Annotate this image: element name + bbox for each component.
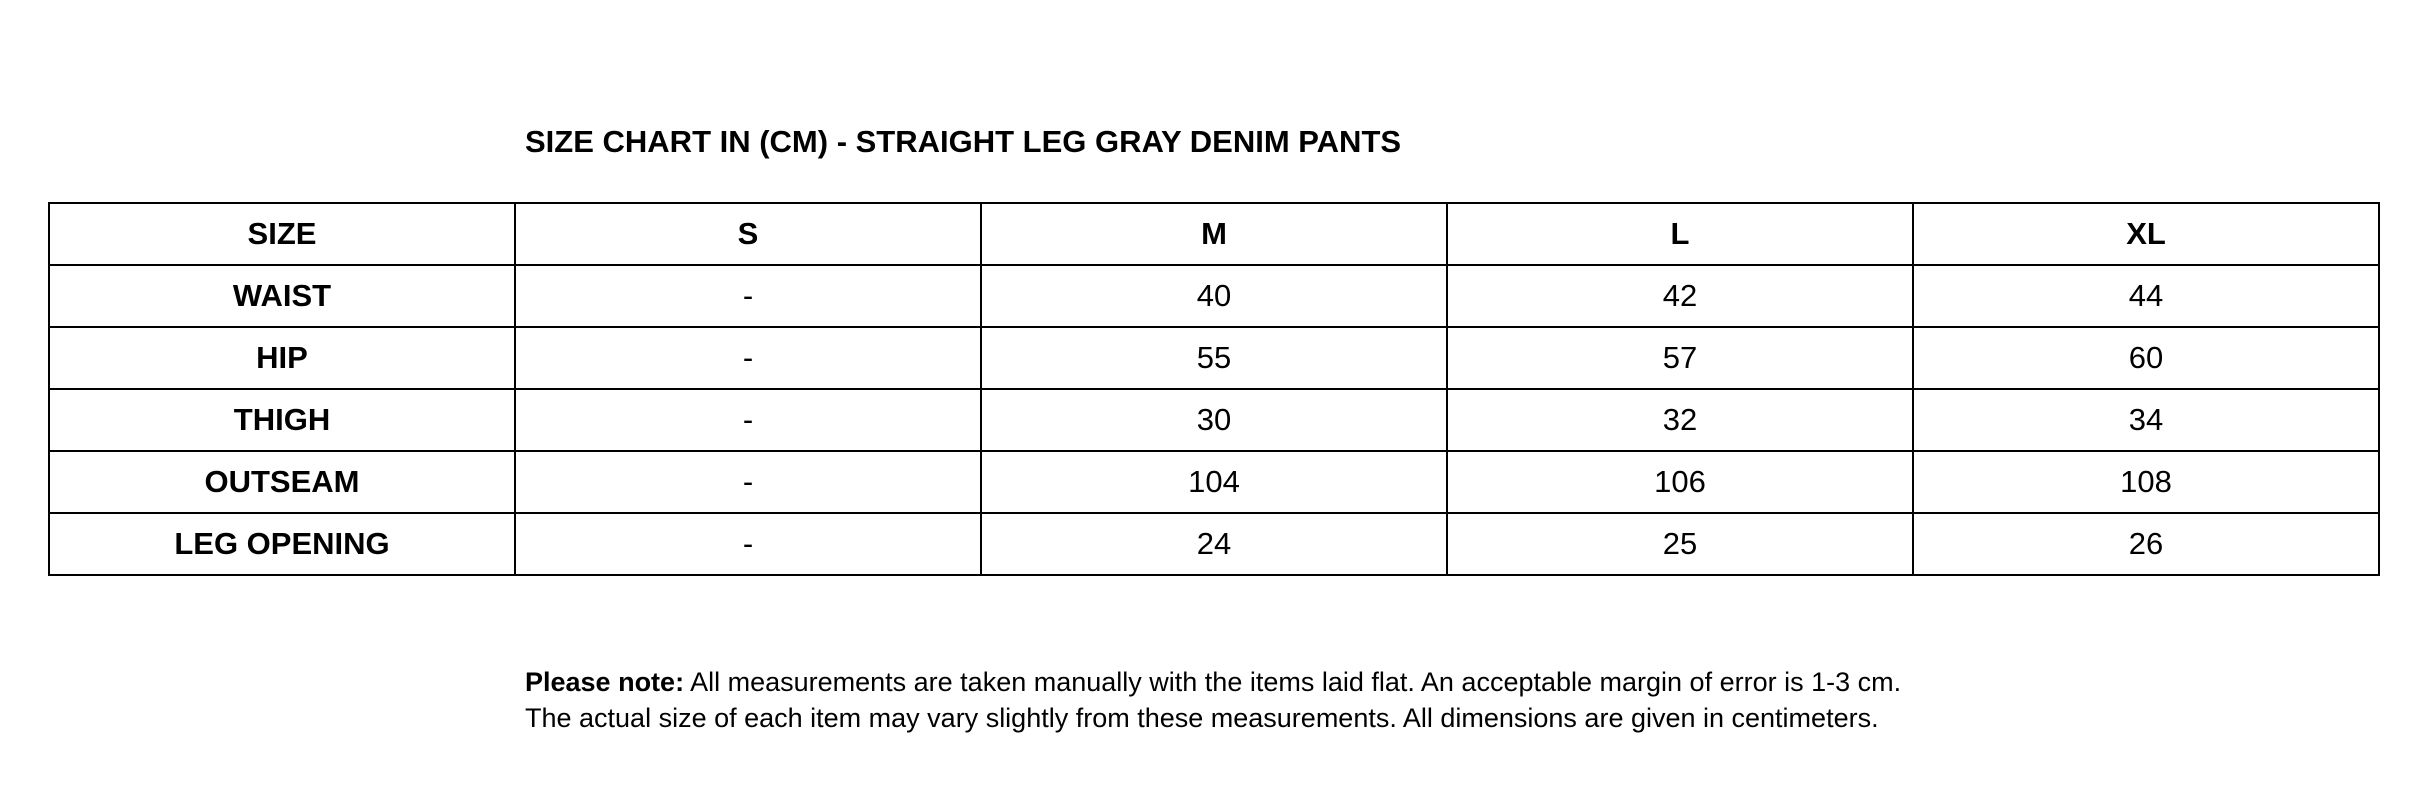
measurement-note xyxy=(525,664,1901,736)
table-cell: 32 xyxy=(1447,389,1913,451)
table-cell: 57 xyxy=(1447,327,1913,389)
table-cell: - xyxy=(515,327,981,389)
table-cell: 55 xyxy=(981,327,1447,389)
table-cell: 44 xyxy=(1913,265,2379,327)
header-cell-s: S xyxy=(515,203,981,265)
header-cell-m: M xyxy=(981,203,1447,265)
table-cell: 106 xyxy=(1447,451,1913,513)
table-cell: 26 xyxy=(1913,513,2379,575)
row-label-waist: WAIST xyxy=(49,265,515,327)
row-label-hip: HIP xyxy=(49,327,515,389)
table-row xyxy=(49,265,2379,327)
table-cell: 24 xyxy=(981,513,1447,575)
page-title: SIZE CHART IN (CM) - STRAIGHT LEG GRAY DENIM PANTS xyxy=(525,124,1402,159)
table-cell: 108 xyxy=(1913,451,2379,513)
row-label-leg-opening: LEG OPENING xyxy=(49,513,515,575)
table-cell: - xyxy=(515,389,981,451)
table-cell: - xyxy=(515,513,981,575)
table-cell: 25 xyxy=(1447,513,1913,575)
table-cell: 30 xyxy=(981,389,1447,451)
table-header-row xyxy=(49,203,2379,265)
header-cell-size: SIZE xyxy=(49,203,515,265)
note-line-2: The actual size of each item may vary slightly from these measurements. All dimensions are given in centimeters. xyxy=(525,703,1879,733)
row-label-thigh: THIGH xyxy=(49,389,515,451)
row-label-outseam: OUTSEAM xyxy=(49,451,515,513)
size-chart-table xyxy=(48,202,2380,576)
note-line-1 xyxy=(525,664,1901,700)
note-text-1: All measurements are taken manually with the items laid flat. An acceptable margin of error is 1-3 cm. xyxy=(684,667,1902,697)
table-row xyxy=(49,513,2379,575)
table-cell: 40 xyxy=(981,265,1447,327)
table-cell: 104 xyxy=(981,451,1447,513)
note-label: Please note: xyxy=(525,667,685,697)
table-cell: 34 xyxy=(1913,389,2379,451)
header-cell-xl: XL xyxy=(1913,203,2379,265)
table-cell: 60 xyxy=(1913,327,2379,389)
table-row xyxy=(49,389,2379,451)
table-row xyxy=(49,327,2379,389)
table-cell: - xyxy=(515,265,981,327)
table-cell: - xyxy=(515,451,981,513)
table-row xyxy=(49,451,2379,513)
table-cell: 42 xyxy=(1447,265,1913,327)
header-cell-l: L xyxy=(1447,203,1913,265)
